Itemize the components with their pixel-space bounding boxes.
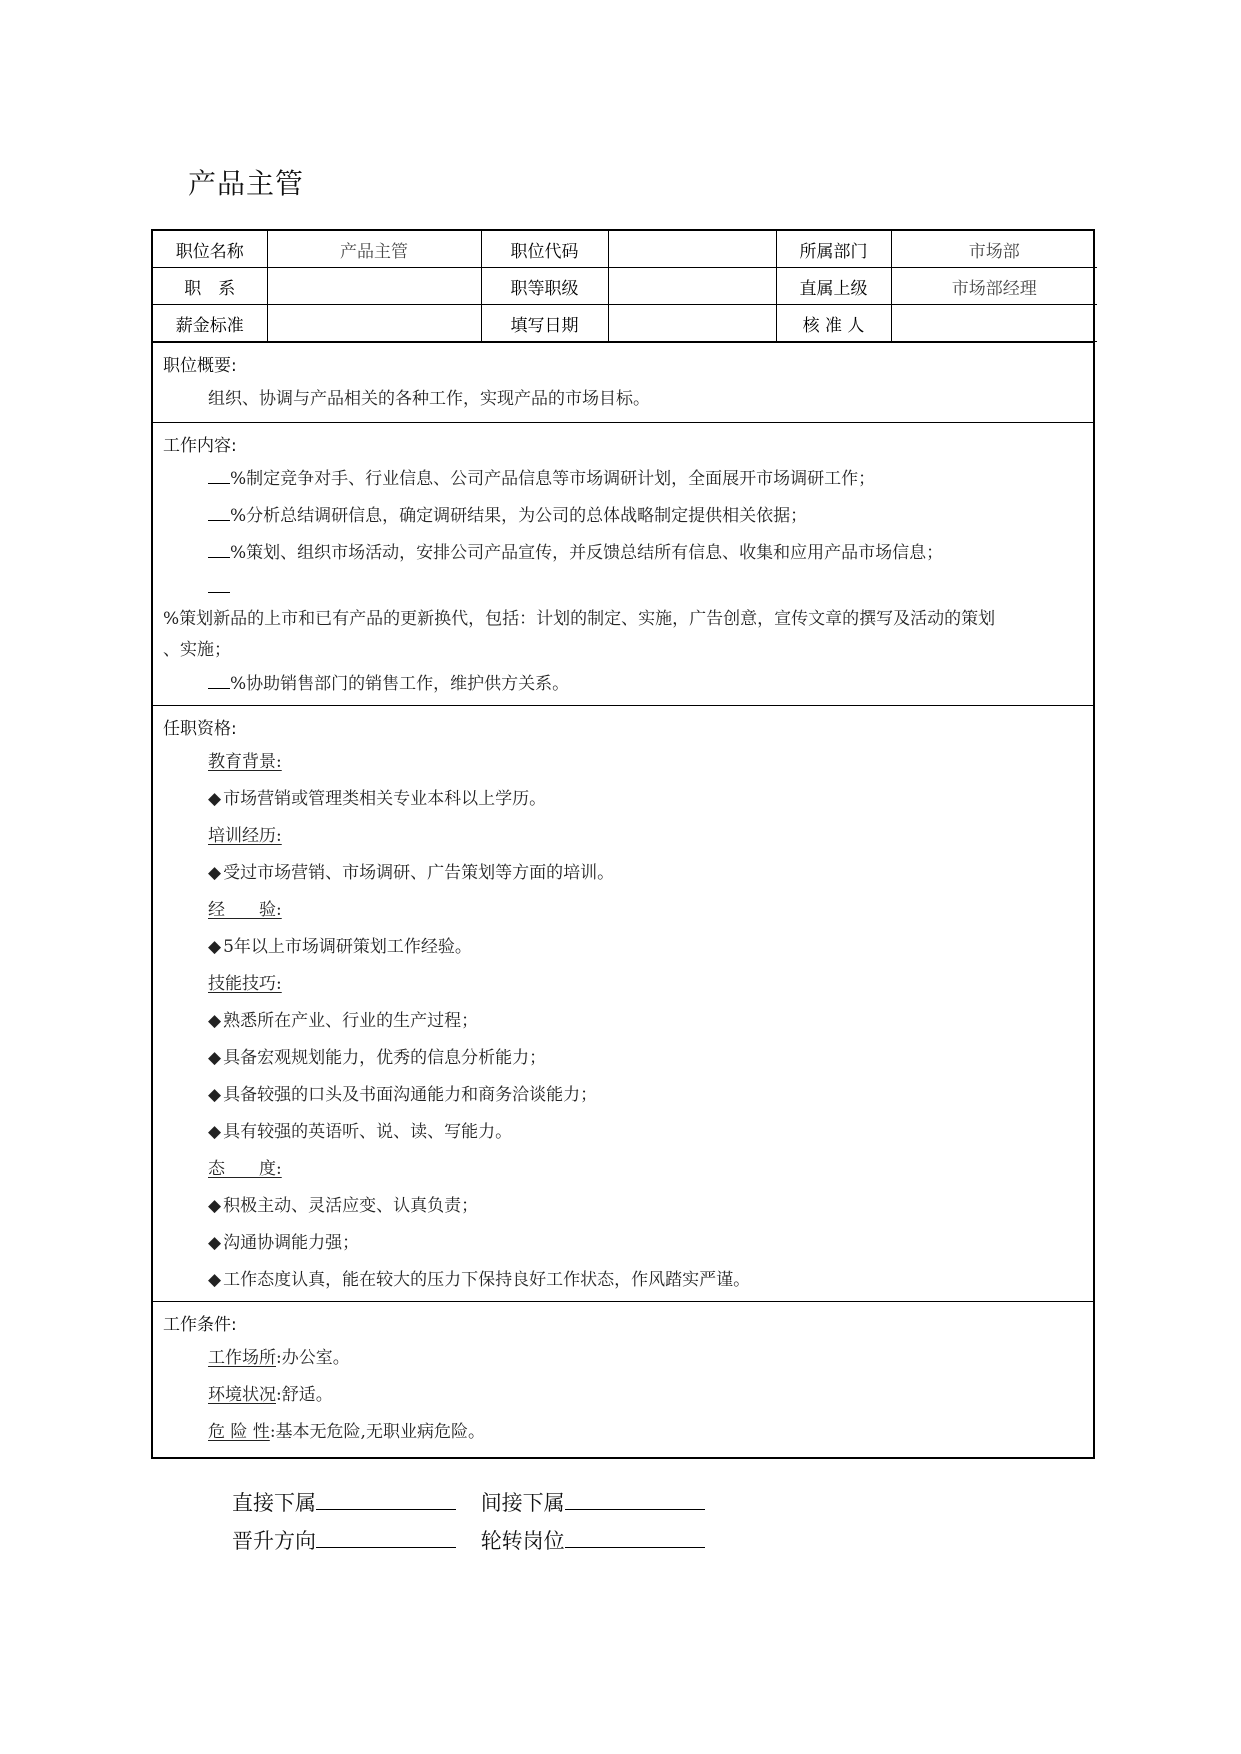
attitude-item: ◆ 沟通协调能力强； xyxy=(163,1225,1083,1262)
supervisor-label: 直属上级 xyxy=(776,268,891,305)
footer-row-2 xyxy=(232,1525,723,1555)
department-label: 所属部门 xyxy=(776,231,891,268)
rotation-field: 轮转岗位 xyxy=(481,1525,705,1555)
risk-label: 危 险 性 xyxy=(208,1422,270,1442)
position-info-table xyxy=(153,231,1097,342)
environment-label: 环境状况 xyxy=(208,1385,276,1405)
duty-item: %分析总结调研信息，确定调研结果，为公司的总体战略制定提供相关依据； xyxy=(163,498,1083,535)
document-title: 产品主管 xyxy=(188,167,305,200)
info-row-2 xyxy=(153,268,1097,305)
summary-heading: 职位概要: xyxy=(163,356,237,376)
duties-heading: 工作内容: xyxy=(163,436,237,456)
conditions-section xyxy=(153,1301,1093,1457)
duty-item: %协助销售部门的销售工作，维护供方关系。 xyxy=(163,666,1083,703)
promotion-field: 晋升方向 xyxy=(232,1525,456,1555)
job-grade-label: 职等职级 xyxy=(481,268,608,305)
position-name-label: 职位名称 xyxy=(153,231,267,268)
blank-underline xyxy=(208,572,230,593)
job-family-label: 职 系 xyxy=(153,268,267,305)
job-grade-value xyxy=(608,268,776,305)
promotion-line xyxy=(316,1525,456,1548)
blank-underline xyxy=(208,537,230,558)
environment-line xyxy=(163,1377,1083,1414)
blank-underline xyxy=(208,500,230,521)
training-label: 培训经历: xyxy=(208,826,282,846)
duty-item: %制定竞争对手、行业信息、公司产品信息等市场调研计划，全面展开市场调研工作； xyxy=(163,461,1083,498)
position-code-label: 职位代码 xyxy=(481,231,608,268)
position-code-value xyxy=(608,231,776,268)
summary-section xyxy=(153,342,1093,422)
salary-label: 薪金标准 xyxy=(153,305,267,342)
risk-value: :基本无危险,无职业病危险。 xyxy=(269,1422,485,1442)
skills-label: 技能技巧: xyxy=(208,974,282,994)
department-value: 市场部 xyxy=(891,231,1097,268)
workplace-value: :办公室。 xyxy=(276,1348,350,1368)
experience-item: ◆ 5年以上市场调研策划工作经验。 xyxy=(163,929,1083,966)
education-label: 教育背景: xyxy=(208,752,282,772)
position-name-value: 产品主管 xyxy=(267,231,481,268)
summary-text: 组织、协调与产品相关的各种工作，实现产品的市场目标。 xyxy=(208,389,650,409)
conditions-heading: 工作条件: xyxy=(163,1315,237,1335)
attitude-item: ◆ 积极主动、灵活应变、认真负责； xyxy=(163,1188,1083,1225)
workplace-line xyxy=(163,1340,1083,1377)
skill-item: ◆ 具有较强的英语听、说、读、写能力。 xyxy=(163,1114,1083,1151)
fill-date-value xyxy=(608,305,776,342)
approver-value xyxy=(891,305,1097,342)
skill-item: ◆ 具备较强的口头及书面沟通能力和商务洽谈能力； xyxy=(163,1077,1083,1114)
info-row-1 xyxy=(153,231,1097,268)
direct-reports-line xyxy=(316,1487,456,1510)
blank-underline xyxy=(208,668,230,689)
workplace-label: 工作场所 xyxy=(208,1348,276,1368)
fill-date-label: 填写日期 xyxy=(481,305,608,342)
attitude-item: ◆ 工作态度认真，能在较大的压力下保持良好工作状态，作风踏实严谨。 xyxy=(163,1262,1083,1299)
indirect-reports-line xyxy=(565,1487,705,1510)
duties-section xyxy=(153,422,1093,705)
risk-line xyxy=(163,1414,1083,1451)
duty-item xyxy=(163,572,1083,604)
job-family-value xyxy=(267,268,481,305)
duty-item-continued: 、实施； xyxy=(163,640,231,660)
footer-row-1 xyxy=(232,1487,723,1517)
experience-label: 经 验: xyxy=(208,900,282,920)
indirect-reports-field: 间接下属 xyxy=(481,1487,705,1517)
approver-label: 核 准 人 xyxy=(776,305,891,342)
salary-value xyxy=(267,305,481,342)
qualifications-section xyxy=(153,705,1093,1301)
blank-underline xyxy=(208,463,230,484)
education-item: ◆ 市场营销或管理类相关专业本科以上学历。 xyxy=(163,781,1083,818)
skill-item: ◆ 熟悉所在产业、行业的生产过程； xyxy=(163,1003,1083,1040)
job-description-form xyxy=(151,229,1095,1459)
duty-item: %策划、组织市场活动，安排公司产品宣传，并反馈总结所有信息、收集和应用产品市场信息； xyxy=(163,535,1083,572)
training-item: ◆ 受过市场营销、市场调研、广告策划等方面的培训。 xyxy=(163,855,1083,892)
skill-item: ◆ 具备宏观规划能力，优秀的信息分析能力； xyxy=(163,1040,1083,1077)
rotation-line xyxy=(565,1525,705,1548)
direct-reports-field: 直接下属 xyxy=(232,1487,456,1517)
duty-item-wrapped: %策划新品的上市和已有产品的更新换代，包括：计划的制定、实施，广告创意，宣传文章的撰写及活动的策划 xyxy=(163,609,996,629)
supervisor-value: 市场部经理 xyxy=(891,268,1097,305)
info-row-3 xyxy=(153,305,1097,342)
environment-value: :舒适。 xyxy=(276,1385,333,1405)
attitude-label: 态 度: xyxy=(208,1159,282,1179)
qualifications-heading: 任职资格: xyxy=(163,719,237,739)
